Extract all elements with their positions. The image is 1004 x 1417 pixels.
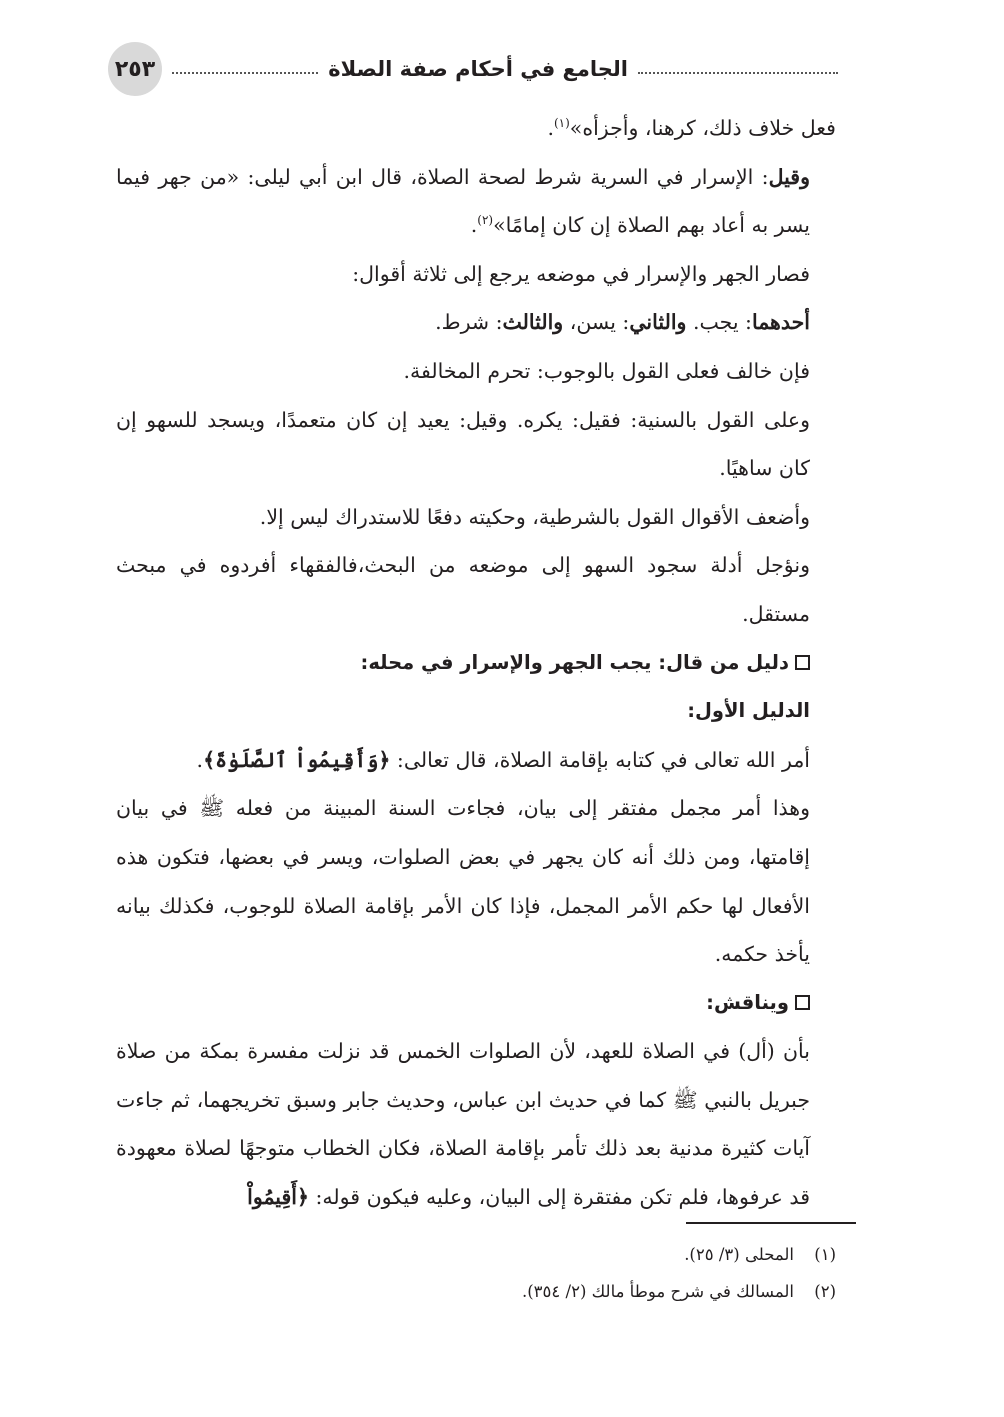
footnote-separator <box>686 1222 856 1224</box>
paragraph <box>116 736 836 785</box>
running-header <box>108 42 848 96</box>
paragraph-text: أمر الله تعالى في كتابه بإقامة الصلاة، قال تعالى: <box>390 747 810 772</box>
footnote-text: المسالك في شرح موطأ مالك (٢/ ٣٥٤). <box>521 1282 794 1301</box>
checkbox-square-icon <box>795 995 810 1010</box>
paragraph-text: : الإسرار في السرية شرط لصحة الصلاة، قال ابن أبي ليلى: «من جهر فيما يسر به أعاد بهم الصلاة إن كان إمامًا» <box>116 164 810 238</box>
paragraph-text: : يسن، <box>563 310 630 335</box>
paragraph <box>116 298 836 347</box>
paragraph <box>116 541 836 638</box>
heading-colon: : <box>706 990 714 1014</box>
paragraph-text: : شرط. <box>435 310 503 335</box>
paragraph <box>116 784 836 978</box>
paragraph-text: فإن خالف فعلى القول بالوجوب: تحرم المخالفة. <box>403 358 810 383</box>
checkbox-square-icon <box>795 655 810 670</box>
paragraph <box>116 250 836 299</box>
footnote-ref: (١) <box>553 116 570 131</box>
heading-text: دليل من قال: يجب الجهر والإسرار في محله: <box>360 650 789 674</box>
footnote-text: المحلى (٣/ ٢٥). <box>684 1245 794 1264</box>
lead-word: والثالث <box>502 310 564 335</box>
paragraph <box>116 1027 836 1221</box>
quran-verse: ﴿وَأَقِيمُواْ ٱلصَّلَوٰةَ﴾ <box>203 747 391 772</box>
page-number-badge <box>108 42 162 96</box>
sub-heading <box>116 687 836 736</box>
paragraph-text: وعلى القول بالسنية: فقيل: يكره. وقيل: يعيد إن كان متعمدًا، ويسجد للسهو إن كان ساهيًا. <box>116 407 810 481</box>
lead-word: وقيل <box>768 164 810 189</box>
main-text <box>116 104 836 1222</box>
footnotes <box>116 1236 836 1310</box>
book-title: الجامع في أحكام صفة الصلاة <box>328 57 628 81</box>
paragraph <box>116 396 836 493</box>
quran-verse: ﴿أَقِيمُواْ <box>247 1185 309 1210</box>
punctuation: . <box>547 116 554 140</box>
paragraph-text: فعل خلاف ذلك، كرهنا، وأجزأه» <box>569 116 836 140</box>
paragraph <box>116 493 836 542</box>
paragraph <box>116 347 836 396</box>
lead-word: والثاني <box>629 310 687 335</box>
lead-word: أحدهما <box>751 310 810 335</box>
footnote-ref: (٢) <box>477 213 494 228</box>
header-dotted-rule-left <box>172 72 318 74</box>
heading-text: الدليل الأول: <box>687 699 810 723</box>
footnote-number: (١) <box>814 1245 836 1264</box>
paragraph <box>116 153 836 250</box>
paragraph-text: وأضعف الأقوال القول بالشرطية، وحكيته دفعًا للاستدراك ليس إلا. <box>259 504 810 529</box>
footnote-number: (٢) <box>814 1282 836 1301</box>
punctuation: . <box>196 747 204 772</box>
paragraph-text: فصار الجهر والإسرار في موضعه يرجع إلى ثلاثة أقوال: <box>352 261 810 286</box>
paragraph-text: بأن (أل) في الصلاة للعهد، لأن الصلوات الخمس قد نزلت مفسرة بمكة من صلاة جبريل بالنبي ﷺ كما في حديث ابن عباس، وحديث جابر وسبق تخريجهما، ثم جاءت آيات كثيرة مدنية بعد ذلك تأمر بإقامة الصلاة، فكان الخطاب متوجهًا لصلاة معهودة قد عرفوها، فلم تكن مفتقرة إلى البيان، وعليه فيكون قوله: <box>116 1039 810 1210</box>
section-heading <box>116 639 836 688</box>
paragraph <box>116 104 836 153</box>
paragraph-text: : يجب. <box>686 310 752 335</box>
section-heading <box>116 979 836 1028</box>
footnote <box>116 1273 836 1310</box>
paragraph-text: ونؤجل أدلة سجود السهو إلى موضعه من البحث،فالفقهاء أفردوه في مبحث مستقل. <box>116 553 810 626</box>
punctuation: . <box>470 213 478 238</box>
heading-text: ويناقش <box>713 990 789 1014</box>
paragraph-text: وهذا أمر مجمل مفتقر إلى بيان، فجاءت السنة المبينة من فعله ﷺ في بيان إقامتها، ومن ذلك أنه كان يجهر في بعض الصلوات، ويسر في بعضها، فتكون هذه الأفعال لها حكم الأمر المجمل، فإذا كان الأمر بإقامة الصلاة للوجوب، فكذلك بيانه يأخذ حكمه. <box>116 796 810 967</box>
page-number: ٢٥٣ <box>114 56 156 82</box>
footnote <box>116 1236 836 1273</box>
header-dotted-rule-right <box>638 72 838 74</box>
